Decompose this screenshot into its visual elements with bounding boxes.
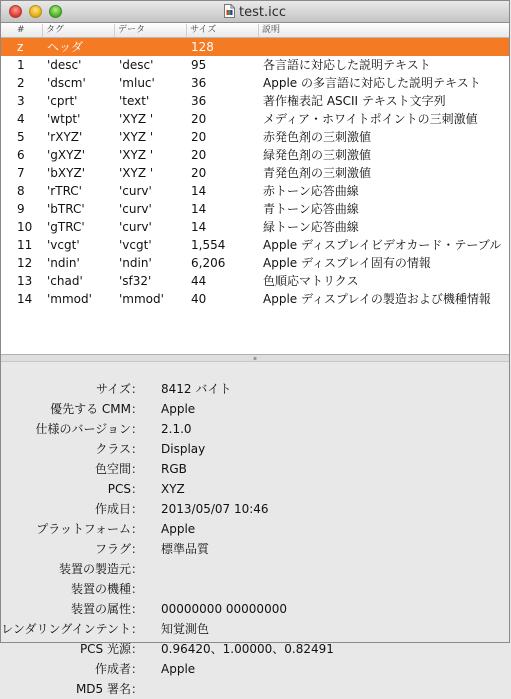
row-description [263, 38, 509, 56]
row-number: 7 [17, 166, 25, 180]
info-row [1, 639, 509, 659]
info-row [1, 399, 509, 419]
info-label: 作成日： [94, 502, 143, 516]
table-header [1, 23, 509, 38]
profile-info-panel [1, 379, 509, 699]
column-header-tag[interactable]: タグ [43, 24, 115, 37]
row-size: 20 [191, 112, 207, 126]
row-number: 10 [17, 220, 33, 234]
row-description: 青トーン応答曲線 [263, 202, 359, 216]
row-data-type: 'XYZ ' [119, 166, 154, 180]
row-number: z [17, 40, 24, 54]
info-label: サイズ： [95, 382, 143, 396]
info-label: プラットフォーム： [36, 522, 143, 536]
info-label: PCS： [107, 482, 143, 496]
table-row[interactable] [1, 236, 509, 254]
row-data-type: 'XYZ ' [119, 112, 154, 126]
row-data-type: 'ndin' [119, 256, 152, 270]
table-row[interactable] [1, 272, 509, 290]
column-header-size[interactable]: サイズ [187, 24, 259, 37]
info-row [1, 379, 509, 399]
table-row[interactable] [1, 218, 509, 236]
divider-grip-icon [252, 356, 258, 361]
title-bar[interactable] [1, 1, 509, 23]
info-label: 装置の製造元： [58, 562, 143, 576]
row-size: 6,206 [191, 256, 226, 270]
row-number: 9 [17, 202, 25, 216]
info-row [1, 579, 509, 599]
row-size: 20 [191, 130, 207, 144]
row-size: 95 [191, 58, 207, 72]
row-tag: 'wtpt' [47, 112, 81, 126]
row-tag: 'bTRC' [47, 202, 85, 216]
row-description: Apple ディスプレイビデオカード・テーブル [263, 238, 502, 252]
info-value: 00000000 00000000 [161, 602, 287, 616]
row-number: 5 [17, 130, 25, 144]
document-icon [224, 4, 235, 18]
row-tag: 'vcgt' [47, 238, 80, 252]
row-size: 1,554 [191, 238, 226, 252]
row-tag: 'mmod' [47, 292, 92, 306]
table-row-selected[interactable] [1, 38, 509, 56]
row-data-type: 'text' [119, 94, 150, 108]
info-label: レンダリングインテント： [1, 622, 143, 636]
row-description: 著作権表記 ASCII テキスト文字列 [263, 94, 446, 108]
window-title-group [1, 4, 509, 20]
row-description: Apple の多言語に対応した説明テキスト [263, 76, 481, 90]
row-description: 各言語に対応した説明テキスト [263, 58, 431, 72]
info-value: 0.96420、1.00000、0.82491 [161, 642, 334, 656]
row-size: 20 [191, 166, 207, 180]
row-size: 14 [191, 184, 207, 198]
info-label: MD5 署名： [75, 682, 143, 696]
row-data-type: 'curv' [119, 184, 152, 198]
tag-table[interactable] [1, 23, 509, 354]
row-tag: 'bXYZ' [47, 166, 85, 180]
row-description: 色順応マトリクス [263, 274, 359, 288]
info-label: 作成者： [94, 662, 143, 676]
row-number: 4 [17, 112, 25, 126]
row-number: 14 [17, 292, 33, 306]
table-row[interactable] [1, 200, 509, 218]
row-data-type: 'mmod' [119, 292, 164, 306]
info-row [1, 519, 509, 539]
info-row [1, 459, 509, 479]
row-description: メディア・ホワイトポイントの三刺激値 [263, 112, 478, 126]
row-size: 36 [191, 94, 207, 108]
info-value: Apple [161, 402, 196, 416]
row-data-type: 'XYZ ' [119, 148, 154, 162]
info-label: 装置の機種： [70, 582, 143, 596]
row-data-type: 'desc' [119, 58, 154, 72]
column-header-description[interactable]: 説明 [262, 25, 281, 35]
info-row [1, 659, 509, 679]
row-tag: 'chad' [47, 274, 83, 288]
window-title: test.icc [238, 5, 286, 20]
table-row[interactable] [1, 92, 509, 110]
table-row[interactable] [1, 182, 509, 200]
column-header-number[interactable]: # [1, 24, 43, 37]
table-body [1, 38, 509, 308]
row-tag: 'rTRC' [47, 184, 82, 198]
info-value: Apple [161, 662, 196, 676]
info-row [1, 439, 509, 459]
info-row [1, 499, 509, 519]
table-row[interactable] [1, 254, 509, 272]
row-tag: 'dscm' [47, 76, 86, 90]
row-tag: 'desc' [47, 58, 82, 72]
column-header-data[interactable]: データ [115, 24, 187, 37]
info-value: 標準品質 [161, 542, 210, 556]
row-size: 14 [191, 220, 207, 234]
row-size: 40 [191, 292, 207, 306]
table-row[interactable] [1, 146, 509, 164]
row-description: 青発色剤の三刺激値 [263, 166, 372, 180]
row-tag: 'gXYZ' [47, 148, 85, 162]
split-view-divider[interactable] [1, 354, 509, 362]
info-value: Apple [161, 522, 196, 536]
info-label: 装置の属性： [70, 602, 143, 616]
row-size: 36 [191, 76, 207, 90]
info-value: RGB [161, 462, 187, 476]
row-description: 緑発色剤の三刺激値 [263, 148, 372, 162]
row-description: 赤トーン応答曲線 [263, 184, 359, 198]
info-label: 色空間： [94, 462, 143, 476]
row-description: Apple ディスプレイ固有の情報 [263, 256, 431, 270]
info-label: 優先する CMM： [50, 402, 143, 416]
info-row [1, 479, 509, 499]
row-number: 3 [17, 94, 25, 108]
row-data-type: 'XYZ ' [119, 130, 154, 144]
row-tag: 'cprt' [47, 94, 78, 108]
row-description: Apple ディスプレイの製造および機種情報 [263, 292, 491, 306]
row-data-type: 'sf32' [119, 274, 152, 288]
info-row [1, 559, 509, 579]
info-row [1, 679, 509, 699]
row-number: 1 [17, 58, 25, 72]
row-size: 14 [191, 202, 207, 216]
row-data-type: 'vcgt' [119, 238, 152, 252]
row-description: 緑トーン応答曲線 [263, 220, 359, 234]
row-size: 128 [191, 40, 214, 54]
row-size: 20 [191, 148, 207, 162]
row-number: 12 [17, 256, 33, 270]
row-tag: ヘッダ [47, 40, 84, 54]
info-label: フラグ： [94, 542, 143, 556]
row-data-type: 'mluc' [119, 76, 155, 90]
info-row [1, 599, 509, 619]
info-value: 8412 バイト [161, 382, 232, 396]
info-value: 2.1.0 [161, 422, 192, 436]
info-label: 仕様のバージョン： [35, 422, 143, 436]
info-value: Display [161, 442, 206, 456]
info-value: XYZ [161, 482, 185, 496]
info-label: PCS 光源： [79, 642, 143, 656]
row-size: 44 [191, 274, 207, 288]
row-data-type [119, 38, 187, 56]
row-tag: 'rXYZ' [47, 130, 83, 144]
row-number: 11 [17, 238, 33, 252]
row-data-type: 'curv' [119, 202, 152, 216]
info-value: 知覚測色 [161, 622, 210, 636]
table-row[interactable] [1, 110, 509, 128]
row-description: 赤発色剤の三刺激値 [263, 130, 372, 144]
row-number: 2 [17, 76, 25, 90]
table-row[interactable] [1, 74, 509, 92]
row-tag: 'gTRC' [47, 220, 85, 234]
info-row [1, 619, 509, 639]
row-number: 8 [17, 184, 25, 198]
row-tag: 'ndin' [47, 256, 80, 270]
row-number: 6 [17, 148, 25, 162]
info-row [1, 539, 509, 559]
info-value: 2013/05/07 10:46 [161, 502, 269, 516]
row-number: 13 [17, 274, 33, 288]
table-row[interactable] [1, 128, 509, 146]
table-row[interactable] [1, 56, 509, 74]
info-row [1, 419, 509, 439]
row-data-type: 'curv' [119, 220, 152, 234]
info-label: クラス： [95, 442, 143, 456]
table-row[interactable] [1, 290, 509, 308]
table-row[interactable] [1, 164, 509, 182]
